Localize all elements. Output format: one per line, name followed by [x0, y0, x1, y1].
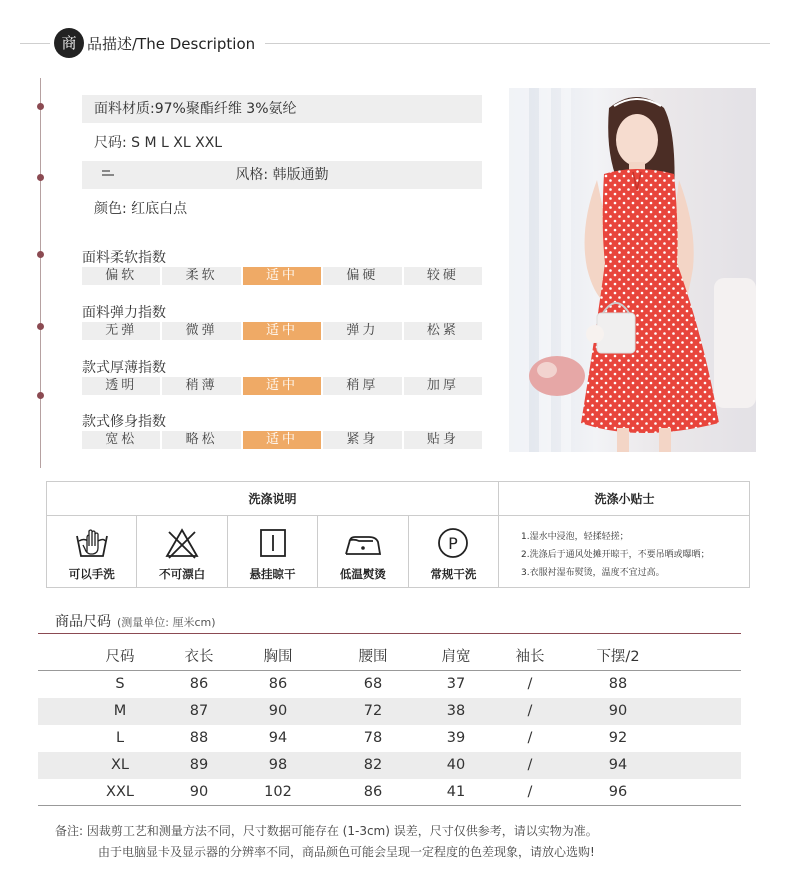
material-row: 面料材质:97%聚酯纤维 3%氨纶: [82, 95, 482, 123]
size-table-header-cell: 腰围: [358, 649, 388, 665]
index-title: 面料柔软指数: [82, 250, 166, 266]
size-table-cell: 94: [608, 757, 628, 773]
index-option: 贴身: [404, 431, 482, 449]
size-table-header-cell: 肩宽: [441, 649, 471, 665]
size-table-cell: M: [113, 703, 127, 719]
size-table-cell: 90: [608, 703, 628, 719]
index-option: 略松: [162, 431, 240, 449]
size-table-header-cell: 胸围: [263, 649, 293, 665]
low-iron-icon: [343, 526, 383, 560]
hang-dry-icon: [255, 526, 291, 560]
index-scale: [82, 377, 482, 395]
index-option: 微弹: [162, 322, 240, 340]
timeline-dot: [37, 174, 44, 181]
index-option-selected: 适中: [243, 431, 321, 449]
timeline-dot: [37, 103, 44, 110]
size-table-cell: 68: [363, 676, 383, 692]
care-tip: 1.湿水中浸泡，轻揉轻搓；: [521, 532, 629, 542]
size-table-cell: 39: [446, 730, 466, 746]
size-table-header-cell: 衣长: [184, 649, 214, 665]
size-table-cell: 98: [268, 757, 288, 773]
size-table-cell: 38: [446, 703, 466, 719]
care-tip: 2.洗涤后于通风处摊开晾干，不要吊晒或曝晒；: [521, 550, 710, 560]
header-title: 品描述/The Description: [87, 35, 256, 53]
hand-wash-label: 可以手洗: [68, 567, 115, 581]
index-option: 宽松: [82, 431, 160, 449]
care-header-instructions: 洗涤说明: [47, 482, 499, 516]
index-option: 稍薄: [162, 377, 240, 395]
size-table-cell: 37: [446, 676, 466, 692]
note-line-2: 由于电脑显卡及显示器的分辨率不同，商品颜色可能会呈现一定程度的色差现象，请放心选购!: [98, 845, 595, 859]
size-table-cell: 86: [189, 676, 209, 692]
size-table-header: [38, 644, 741, 671]
timeline-dot: [37, 323, 44, 330]
size-table-cell: 88: [189, 730, 209, 746]
timeline-dot: [37, 392, 44, 399]
index-option: 透明: [82, 377, 160, 395]
header-badge: 商: [54, 28, 84, 58]
care-table: [46, 481, 750, 588]
size-table-cell: XXL: [106, 784, 134, 800]
size-table-cell: 94: [268, 730, 288, 746]
size-table-row: [38, 752, 741, 779]
size-table-header-cell: 袖长: [515, 649, 545, 665]
header-rule-left: [20, 43, 50, 44]
header-rule-right: [265, 43, 770, 44]
size-table-cell: /: [527, 703, 533, 719]
index-option-selected: 适中: [243, 377, 321, 395]
size-table-cell: 89: [189, 757, 209, 773]
dry-clean-p-icon: [435, 526, 471, 560]
care-item-low-iron: [318, 516, 408, 588]
size-table-cell: 82: [363, 757, 383, 773]
timeline-line: [40, 78, 41, 468]
index-title: 款式厚薄指数: [82, 360, 166, 376]
index-option-selected: 适中: [243, 267, 321, 285]
index-option: 偏硬: [323, 267, 401, 285]
size-table-cell: 96: [608, 784, 628, 800]
care-tip: 3.衣服衬湿布熨烫，温度不宜过高。: [521, 568, 665, 578]
model-illustration: [509, 88, 756, 452]
size-table-cell: /: [527, 784, 533, 800]
size-table-row: [38, 725, 741, 752]
index-title: 款式修身指数: [82, 414, 166, 430]
low-iron-label: 低温熨烫: [339, 567, 386, 581]
size-table-cell: 86: [268, 676, 288, 692]
care-item-dry-clean: [409, 516, 498, 588]
care-header-tips: 洗涤小贴士: [499, 482, 750, 516]
no-bleach-label: 不可漂白: [159, 567, 206, 581]
size-row: 尺码: S M L XL XXL: [94, 135, 223, 151]
index-title: 面料弹力指数: [82, 305, 166, 321]
size-table-cell: /: [527, 730, 533, 746]
index-scale: [82, 267, 482, 285]
size-table-cell: /: [527, 676, 533, 692]
product-photo: [509, 88, 756, 452]
note-line-1: 备注: 因裁剪工艺和测量方法不同，尺寸数据可能存在 (1-3cm) 误差，尺寸仅供参考，请以实物为准。: [55, 824, 598, 838]
size-chart-heading: 商品尺码: [55, 614, 111, 630]
size-table-cell: 72: [363, 703, 383, 719]
care-tips: [521, 528, 751, 582]
size-table-cell: 41: [446, 784, 466, 800]
size-table-cell: 40: [446, 757, 466, 773]
timeline-dot: [37, 251, 44, 258]
index-option-selected: 适中: [243, 322, 321, 340]
hang-dry-label: 悬挂晾干: [249, 567, 296, 581]
size-table-cell: 92: [608, 730, 628, 746]
index-option: 偏软: [82, 267, 160, 285]
index-option: 稍厚: [323, 377, 401, 395]
size-table-cell: XL: [110, 757, 129, 773]
index-scale: [82, 322, 482, 340]
size-table-cell: S: [115, 676, 125, 692]
size-table-row: [38, 779, 741, 806]
size-table-cell: 90: [189, 784, 209, 800]
care-item-hang-dry: [228, 516, 318, 588]
size-table-cell: 102: [264, 784, 292, 800]
care-item-hand-wash: [47, 516, 137, 588]
index-scale: [82, 431, 482, 449]
style-row: [82, 161, 482, 189]
index-option: 较硬: [404, 267, 482, 285]
color-row: 颜色: 红底白点: [94, 201, 188, 217]
size-table-cell: 78: [363, 730, 383, 746]
size-table-cell: 87: [189, 703, 209, 719]
size-table-row: [38, 698, 741, 725]
index-option: 加厚: [404, 377, 482, 395]
no-bleach-icon: [164, 526, 200, 560]
style-dash-icon: [102, 170, 114, 180]
care-item-no-bleach: [137, 516, 227, 588]
size-table-cell: 88: [608, 676, 628, 692]
size-chart-title: [55, 611, 216, 631]
size-table-cell: 86: [363, 784, 383, 800]
size-table-cell: L: [115, 730, 125, 746]
hand-wash-icon: [74, 526, 110, 560]
index-option: 松紧: [404, 322, 482, 340]
size-chart-unit-note: (测量单位: 厘米cm): [117, 616, 216, 629]
size-table-cell: /: [527, 757, 533, 773]
style-label: 风格: 韩版通勤: [235, 167, 329, 183]
index-option: 柔软: [162, 267, 240, 285]
size-chart-rule: [38, 633, 741, 634]
size-table: [38, 644, 741, 806]
size-table-header-cell: 尺码: [105, 649, 135, 665]
index-option: 紧身: [323, 431, 401, 449]
index-option: 无弹: [82, 322, 160, 340]
dry-clean-label: 常规干洗: [430, 567, 477, 581]
size-table-row: [38, 671, 741, 698]
size-table-header-cell: 下摆/2: [596, 649, 640, 665]
index-option: 弹力: [323, 322, 401, 340]
care-icons-row: [47, 516, 499, 588]
svg-text:P: P: [448, 534, 459, 553]
size-table-cell: 90: [268, 703, 288, 719]
